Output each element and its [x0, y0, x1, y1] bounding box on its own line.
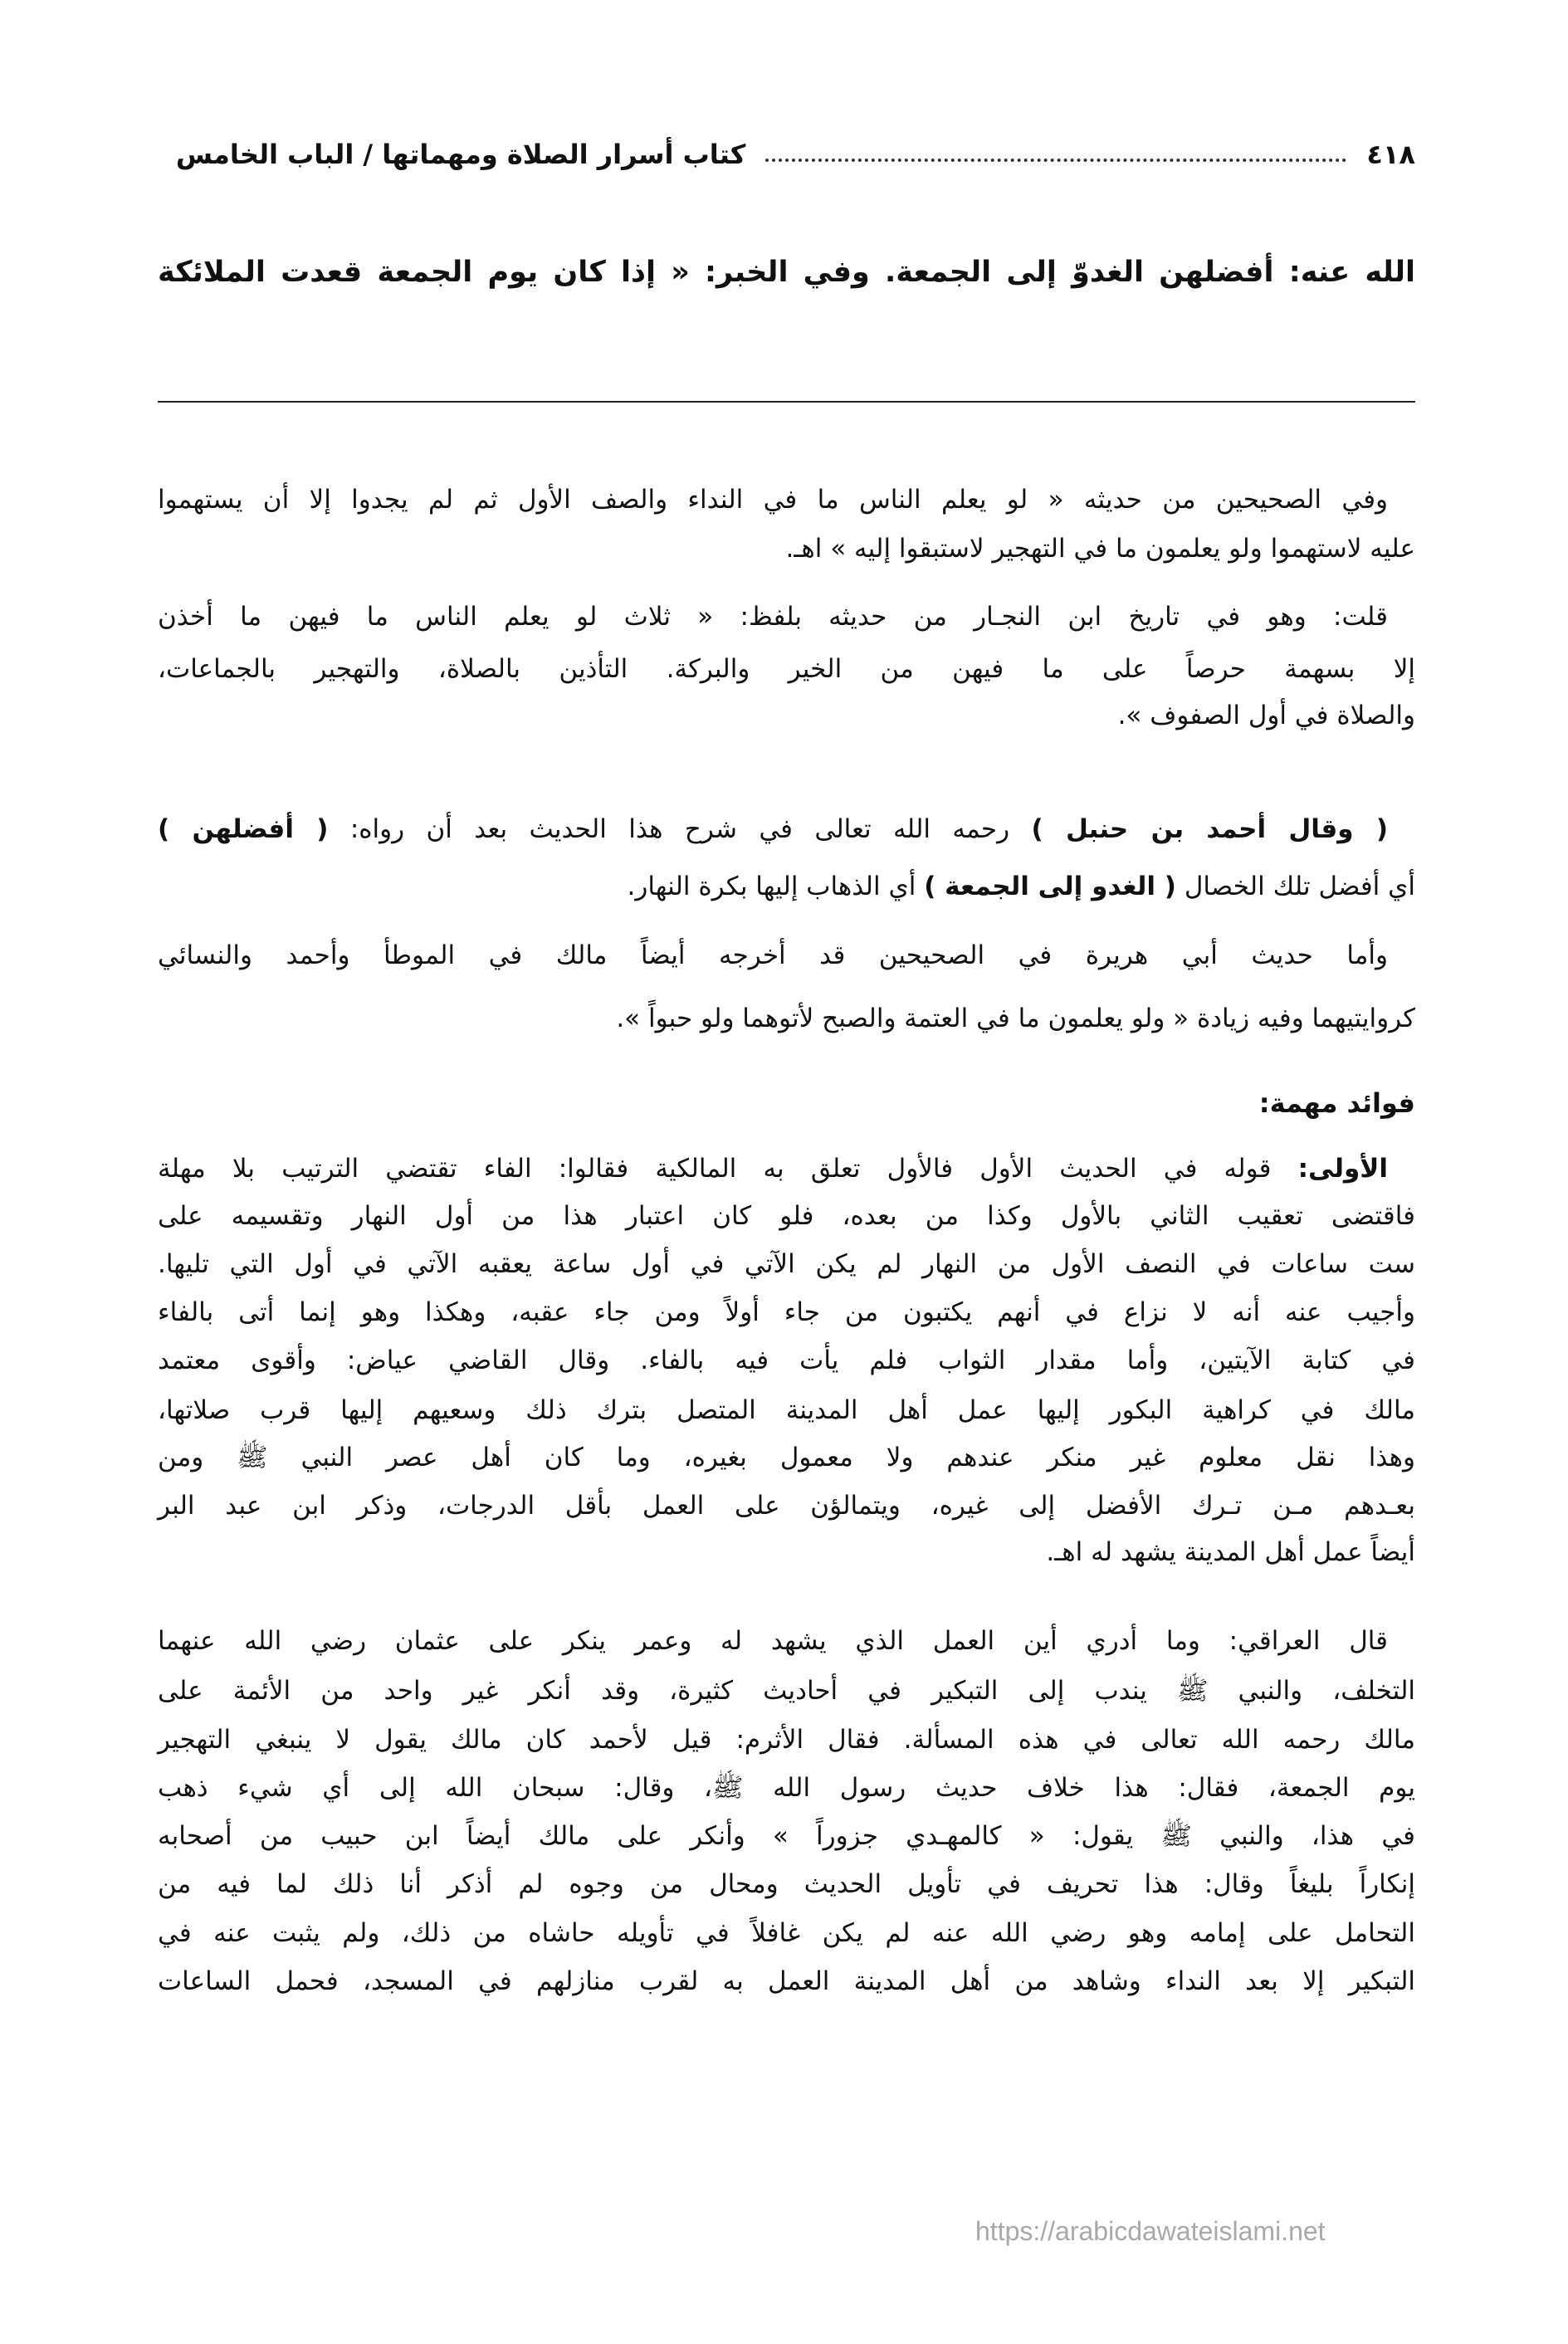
text-line	[158, 1246, 1415, 1282]
text-segment: ست ساعات في النصف الأول من النهار لم يكن الآتي في أول ساعة يعقبه الآتي في أول التي تليها.	[158, 1249, 1415, 1279]
text-line	[158, 1487, 1415, 1524]
text-segment: أي أفضل تلك الخصال	[1175, 872, 1415, 901]
continued-text-line: الله عنه: أفضلهن الغدوّ إلى الجمعة. وفي الخبر: « إذا كان يوم الجمعة قعدت الملائكة	[158, 256, 1415, 289]
text-segment: عليه لاستهموا ولو يعلمون ما في التهجير لاستبقوا إليه » اهـ.	[785, 534, 1415, 564]
text-line	[158, 1392, 1415, 1428]
text-line	[158, 1915, 1415, 1951]
running-header	[158, 134, 1415, 174]
text-line	[158, 697, 1415, 734]
text-segment: إلا بسهمة حرصاً على ما فيهن من الخير والبركة. التأذين بالصلاة، والتهجير بالجماعات،	[158, 654, 1415, 684]
text-line	[158, 651, 1415, 687]
page-number: ٤١٨	[1366, 139, 1415, 170]
text-segment: وهذا نقل معلوم غير منكر عندهم ولا معمول بغيره، وما كان أهل عصر النبي ﷺ ومن	[158, 1443, 1415, 1472]
text-line	[158, 1963, 1415, 2000]
text-segment: يوم الجمعة، فقال: هذا خلاف حديث رسول الله ﷺ، وقال: سبحان الله إلى أي شيء ذهب	[158, 1773, 1415, 1803]
bold-text-segment: ( وقال أحمد بن حنبل )	[1031, 814, 1389, 844]
watermark-url: https://arabicdawateislami.net	[975, 2216, 1326, 2246]
text-segment: وأجيب عنه أنه لا نزاع في أنهم يكتبون من جاء أولاً ومن جاء عقبه، وهكذا وهو إنما أتى بالفاء	[158, 1297, 1415, 1327]
text-line	[158, 1342, 1415, 1379]
text-segment: والصلاة في أول الصفوف ».	[1117, 701, 1415, 730]
text-segment: قوله في الحديث الأول فالأول تعلق به المالكية فقالوا: الفاء تقتضي الترتيب بلا مهلة	[158, 1154, 1298, 1184]
horizontal-divider	[158, 401, 1415, 403]
running-title: كتاب أسرار الصلاة ومهماتها / الباب الخامس	[175, 139, 746, 170]
text-line	[158, 598, 1388, 635]
text-line	[158, 1439, 1415, 1476]
text-segment: فاقتضى تعقيب الثاني بالأول وكذا من بعده، فلو كان اعتبار هذا من أول النهار وتقسيمه على	[158, 1201, 1415, 1231]
text-line	[158, 1198, 1415, 1234]
text-segment: مالك رحمه الله تعالى في هذه المسألة. فقال الأثرم: قيل لأحمد كان مالك يقول لا ينبغي التهجير	[158, 1725, 1415, 1755]
text-segment: في هذا، والنبي ﷺ يقول: « كالمهـدي جزوراً » وأنكر على مالك أيضاً ابن حبيب من أصحابه	[158, 1821, 1415, 1851]
bold-text-segment: ( أفضلهن )	[158, 814, 329, 844]
text-line	[158, 1770, 1415, 1806]
text-line	[158, 811, 1388, 847]
bold-text-segment: ( الغدو إلى الجمعة )	[924, 872, 1176, 901]
text-segment: أي الذهاب إليها بكرة النهار.	[627, 872, 925, 901]
text-segment: التحامل على إمامه وهو رضي الله عنه لم يكن غافلاً في تأويله حاشاه من ذلك، ولم يثبت عنه في	[158, 1918, 1415, 1948]
bold-text-segment: الأولى:	[1297, 1154, 1388, 1184]
text-line	[158, 1294, 1415, 1331]
text-segment: مالك في كراهية البكور إليها عمل أهل المدينة المتصل بترك ذلك وسعيهم إليها قرب صلاتها،	[158, 1395, 1415, 1425]
text-segment: إنكاراً بليغاً وقال: هذا تحريف في تأويل الحديث ومحال من وجوه لم أذكر أنا ذلك لما فيه من	[158, 1869, 1415, 1899]
text-line	[158, 868, 1415, 905]
text-line	[158, 1818, 1415, 1854]
text-line	[158, 937, 1388, 974]
text-line	[158, 1866, 1415, 1902]
text-segment: كروايتيهما وفيه زيادة « ولو يعلمون ما في العتمة والصبح لأتوهما ولو حبواً ».	[616, 1004, 1415, 1033]
text-segment: في كتابة الآيتين، وأما مقدار الثواب فلم يأت فيه بالفاء. وقال القاضي عياض: وأقوى معتمد	[158, 1345, 1415, 1375]
section-heading: فوائد مهمة:	[1258, 1087, 1415, 1119]
leader-dots	[765, 147, 1346, 162]
text-segment: رحمه الله تعالى في شرح هذا الحديث بعد أن رواه:	[328, 814, 1032, 844]
text-segment: التخلف، والنبي ﷺ يندب إلى التبكير في أحاديث كثيرة، وقد أنكر غير واحد من الأئمة على	[158, 1676, 1415, 1706]
text-segment: قال العراقي: وما أدري أين العمل الذي يشهد له وعمر ينكر على عثمان رضي الله عنهما	[158, 1626, 1388, 1656]
text-line	[158, 1623, 1388, 1659]
text-line	[158, 1534, 1415, 1570]
text-segment: التبكير إلا بعد النداء وشاهد من أهل المدينة العمل به لقرب منازلهم في المسجد، فحمل الساعات	[158, 1966, 1415, 1996]
text-line	[158, 481, 1388, 518]
text-segment: قلت: وهو في تاريخ ابن النجـار من حديثه بلفظ: « ثلاث لو يعلم الناس ما فيهن ما أخذن	[158, 602, 1388, 632]
text-segment: بعـدهم مـن تـرك الأفضل إلى غيره، ويتمالؤن على العمل بأقل الدرجات، وذكر ابن عبد البر	[158, 1491, 1415, 1521]
text-line	[158, 1721, 1415, 1758]
text-segment: وفي الصحيحين من حديثه « لو يعلم الناس ما في النداء والصف الأول ثم لم يجدوا إلا أن يستهموا	[158, 485, 1388, 515]
text-line	[158, 530, 1415, 567]
text-line	[158, 1000, 1415, 1037]
text-line	[158, 1673, 1415, 1709]
text-segment: أيضاً عمل أهل المدينة يشهد له اهـ.	[1046, 1537, 1415, 1567]
text-line	[158, 1150, 1388, 1187]
text-segment: وأما حديث أبي هريرة في الصحيحين قد أخرجه أيضاً مالك في الموطأ وأحمد والنسائي	[158, 940, 1388, 970]
